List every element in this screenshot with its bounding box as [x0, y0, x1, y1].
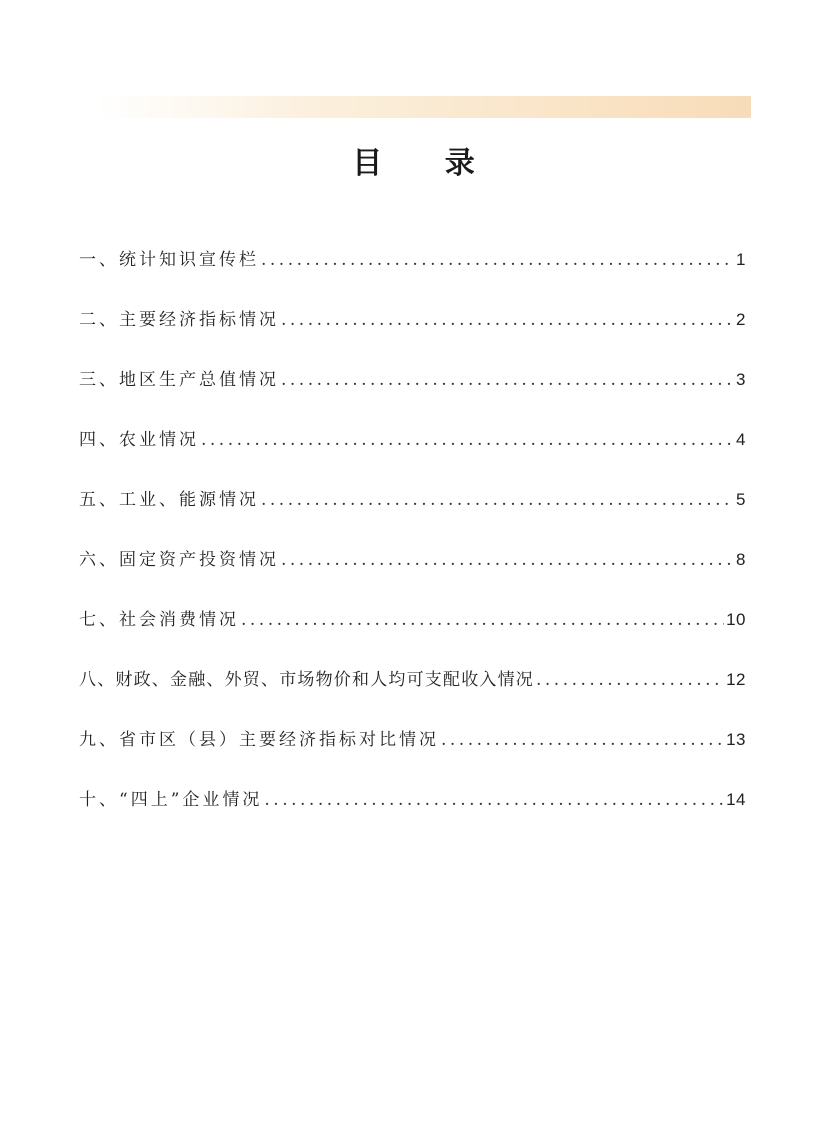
toc-entry[interactable] [79, 238, 746, 298]
toc-entry[interactable] [79, 478, 746, 538]
toc-page-number: 8 [736, 550, 746, 569]
toc-page-number: 10 [726, 610, 746, 629]
toc-entry-label: 五、工业、能源情况 [79, 490, 259, 510]
decorative-header-band [96, 96, 751, 118]
toc-leader-dots [241, 598, 724, 642]
toc-entry-label: 八、财政、金融、外贸、市场物价和人均可支配收入情况 [79, 670, 534, 690]
toc-page-number: 12 [726, 670, 746, 689]
toc-leader-dots [264, 778, 724, 822]
table-of-contents [79, 238, 746, 838]
toc-leader-dots [536, 658, 724, 702]
toc-leader-dots [281, 298, 734, 342]
toc-leader-dots [261, 478, 734, 522]
toc-leader-dots [281, 538, 734, 582]
toc-entry[interactable] [79, 418, 746, 478]
toc-entry-label: 一、统计知识宣传栏 [79, 250, 259, 270]
toc-page-number: 2 [736, 310, 746, 329]
toc-entry-label: 七、社会消费情况 [79, 610, 239, 630]
toc-entry[interactable] [79, 538, 746, 598]
toc-entry-label: 三、地区生产总值情况 [79, 370, 279, 390]
toc-entry[interactable] [79, 598, 746, 658]
toc-page-number: 13 [726, 730, 746, 749]
toc-entry[interactable] [79, 298, 746, 358]
toc-entry[interactable] [79, 778, 746, 838]
toc-entry[interactable] [79, 358, 746, 418]
toc-page-number: 14 [726, 790, 746, 809]
toc-entry[interactable] [79, 718, 746, 778]
toc-leader-dots [261, 238, 734, 282]
toc-entry-label: 九、省市区（县）主要经济指标对比情况 [79, 730, 439, 750]
toc-leader-dots [201, 418, 734, 462]
toc-page-number: 5 [736, 490, 746, 509]
toc-page-number: 1 [736, 250, 746, 269]
toc-page-number: 4 [736, 430, 746, 449]
toc-entry[interactable] [79, 658, 746, 718]
toc-leader-dots [441, 718, 724, 762]
toc-entry-label: 二、主要经济指标情况 [79, 310, 279, 330]
toc-entry-label: 四、农业情况 [79, 430, 199, 450]
page-title: 目 录 [352, 146, 501, 181]
toc-page-number: 3 [736, 370, 746, 389]
toc-leader-dots [281, 358, 734, 402]
toc-entry-label: 十、“四上”企业情况 [79, 790, 263, 810]
toc-entry-label: 六、固定资产投资情况 [79, 550, 279, 570]
